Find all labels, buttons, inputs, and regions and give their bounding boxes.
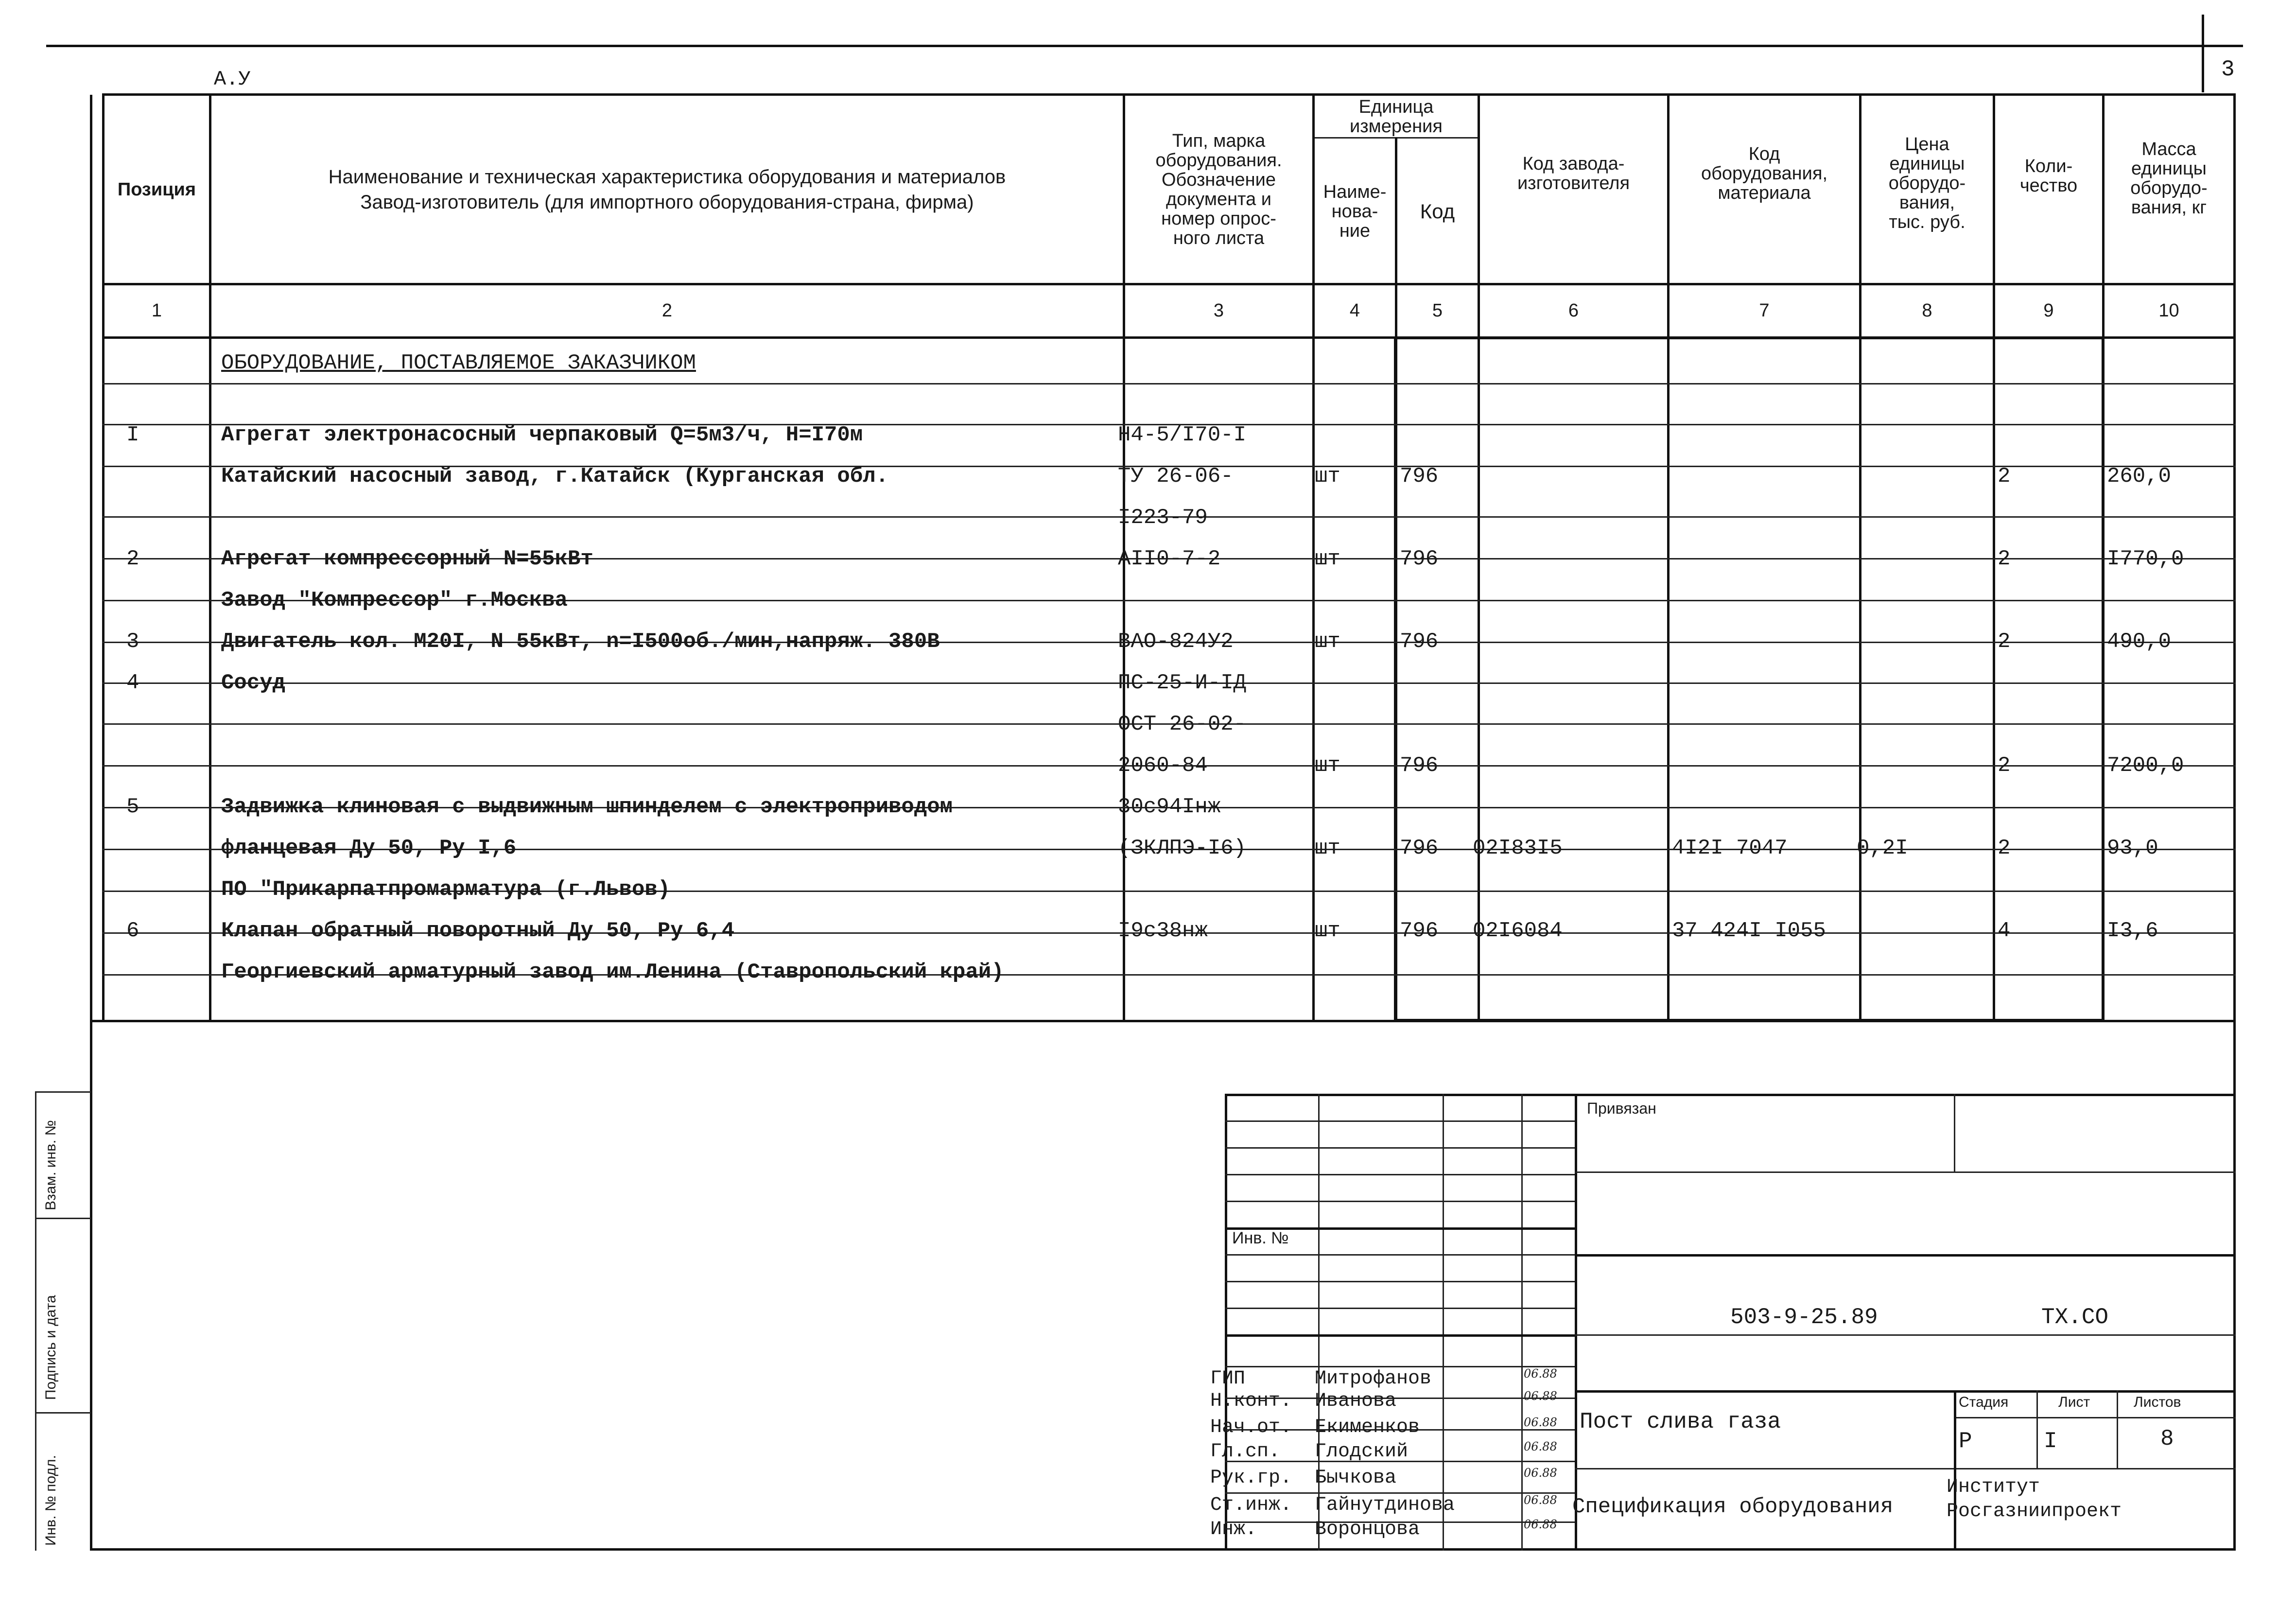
stage-value: Р — [1959, 1429, 1972, 1454]
cell-name: Клапан обратный поворотный Ду 50, Ру 6,4 — [221, 919, 735, 943]
signer-role: Ст.инж. — [1210, 1494, 1292, 1516]
tb-v5 — [1954, 1390, 1956, 1551]
hdr-price: Цена единицы оборудо- вания, тыс. руб. — [1888, 134, 1966, 232]
signer-name: Иванова — [1315, 1390, 1397, 1412]
tb-top — [1225, 1094, 2236, 1096]
cell-mass: 7200,0 — [2107, 753, 2184, 778]
cell-mass: 490,0 — [2107, 629, 2172, 654]
hdr-name: Наименование и техническая характеристика оборудования и материалов Завод-изготовитель (для импортного оборудования-страна, фирма) — [328, 166, 1006, 213]
cell-name: Агрегат компрессорный N=55кВт — [221, 547, 593, 571]
colnum-3: 3 — [1213, 300, 1224, 321]
tb-attached-split — [1954, 1094, 1955, 1171]
tb-r — [1225, 1281, 1575, 1282]
cell-qty: 4 — [1998, 919, 2011, 943]
colnum-8: 8 — [1922, 300, 1932, 321]
table-bottom — [90, 1020, 2236, 1022]
cell-name: ПО "Прикарпатпромарматура (г.Львов) — [221, 877, 671, 902]
signer-name: Глодский — [1315, 1441, 1409, 1463]
signer-date: 06.88 — [1524, 1440, 1557, 1453]
hdr-equip-code: Код оборудования, материала — [1701, 144, 1828, 203]
tb-v3 — [1521, 1094, 1523, 1551]
signer-date: 06.88 — [1524, 1389, 1557, 1403]
signer-name: Воронцова — [1315, 1519, 1420, 1540]
cell-unit: шт — [1315, 836, 1340, 860]
bottom-frame-line — [90, 1548, 2236, 1551]
cell-name: Агрегат электронасосный черпаковый Q=5м3/ч, Н=I70м — [221, 423, 863, 447]
cell-type: ПС-25-И-IД — [1118, 671, 1247, 695]
cell-type: I223-79 — [1118, 506, 1208, 530]
cell-pos: I — [126, 423, 139, 447]
tb-r — [1225, 1174, 1575, 1175]
signer-name: Митрофанов — [1315, 1368, 1432, 1390]
tb-r7 — [1954, 1468, 2236, 1469]
cell-unit: шт — [1315, 919, 1340, 943]
sheet-label: Лист — [2058, 1394, 2090, 1410]
signer-date: 06.88 — [1524, 1518, 1557, 1531]
hdr-unit-code: Код — [1420, 199, 1455, 223]
cell-price: 0,2I — [1857, 836, 1908, 860]
cell-type: (ЗКЛПЭ-I6) — [1118, 836, 1247, 860]
left-frame-line — [90, 95, 92, 1551]
cell-name: Двигатель кол. М20I, N 55кВт, n=I500об./мин,напряж. 380В — [221, 629, 940, 654]
cell-unit: шт — [1315, 753, 1340, 778]
cell-code: 796 — [1400, 836, 1439, 860]
tb-v7 — [2117, 1390, 2118, 1468]
tb-r — [1225, 1201, 1575, 1202]
hdr-plant-code: Код завода- изготовителя — [1517, 154, 1630, 193]
cell-mass: I770,0 — [2107, 547, 2184, 571]
object-name: Пост слива газа — [1580, 1409, 1781, 1434]
hdr-qty: Коли- чество — [2019, 156, 2078, 196]
cell-type: ВАО-824У2 — [1118, 629, 1234, 654]
cell-qty: 2 — [1998, 464, 2011, 489]
cell-name: фланцевая Ду 50, Ру I,6 — [221, 836, 517, 860]
tb-r — [1225, 1308, 1575, 1309]
signer-name: Екименков — [1315, 1416, 1420, 1438]
signer-date: 06.88 — [1524, 1466, 1557, 1480]
org-line1: Институт — [1947, 1476, 2040, 1498]
signer-name: Гайнутдинова — [1315, 1494, 1455, 1516]
cell-name: Сосуд — [221, 671, 286, 695]
side-stamp-line — [35, 1091, 36, 1551]
hdr-mass: Масса единицы оборудо- вания, кг — [2130, 139, 2208, 218]
cell-type: ТУ 26-06- — [1118, 464, 1234, 489]
cell-unit: шт — [1315, 547, 1340, 571]
tb-r4 — [1575, 1334, 2236, 1336]
tb-r — [1225, 1147, 1575, 1149]
cell-pos: 5 — [126, 795, 139, 819]
cell-type: Н4-5/I70-I — [1118, 423, 1247, 447]
page-number-divider — [2202, 15, 2204, 92]
page-number: 3 — [2221, 57, 2235, 82]
cell-unit: шт — [1315, 464, 1340, 489]
corner-label: А.У — [214, 68, 251, 91]
cell-pos: 3 — [126, 629, 139, 654]
doc-code: 503-9-25.89 — [1730, 1305, 1878, 1330]
signer-role: Рук.гр. — [1210, 1467, 1292, 1489]
signer-role: Н.конт. — [1210, 1390, 1292, 1412]
cell-pos: 2 — [126, 547, 139, 571]
colnum-9: 9 — [2043, 300, 2054, 321]
doc-suffix: ТХ.СО — [2041, 1305, 2109, 1330]
cell-type: I9с38нж — [1118, 919, 1208, 943]
side-label-replaced: Взам. инв. № — [43, 1120, 59, 1210]
sheets-value: 8 — [2160, 1426, 2174, 1451]
side-stamp-div2 — [35, 1412, 91, 1414]
cell-mass: 93,0 — [2107, 836, 2158, 860]
cell-name: Катайский насосный завод, г.Катайск (Курганская обл. — [221, 464, 889, 489]
attached-label: Привязан — [1587, 1100, 1656, 1117]
colnum-7: 7 — [1759, 300, 1770, 321]
cell-qty: 2 — [1998, 836, 2011, 860]
cell-qty: 2 — [1998, 753, 2011, 778]
cell-code: 796 — [1400, 629, 1439, 654]
cell-pos: 4 — [126, 671, 139, 695]
cell-qty: 2 — [1998, 629, 2011, 654]
cell-pos: 6 — [126, 919, 139, 943]
cell-code: 796 — [1400, 464, 1439, 489]
signer-date: 06.88 — [1524, 1493, 1557, 1507]
hdr-position: Позиция — [117, 179, 196, 200]
hdr-unit-name: Наиме- нова- ние — [1323, 181, 1387, 241]
tb-v6 — [2036, 1390, 2038, 1468]
row-rule — [102, 383, 2236, 385]
cell-mass: 260,0 — [2107, 464, 2172, 489]
section-title: ОБОРУДОВАНИЕ, ПОСТАВЛЯЕМОЕ ЗАКАЗЧИКОМ — [221, 351, 696, 375]
cell-type: АII0-7-2 — [1118, 547, 1221, 571]
inv-label: Инв. № — [1232, 1229, 1289, 1247]
signer-role: Инж. — [1210, 1519, 1257, 1540]
hdr-type: Тип, марка оборудования. Обозначение документа и номер опрос- ного листа — [1155, 130, 1282, 248]
cell-type: 2060-84 — [1118, 753, 1208, 778]
side-stamp-div1 — [35, 1218, 91, 1219]
colnum-5: 5 — [1432, 300, 1443, 321]
top-rule — [46, 45, 2243, 47]
cell-code: 796 — [1400, 753, 1439, 778]
hdr-unit-group: Единица измерения — [1350, 96, 1443, 137]
cell-equip: 37 424I I055 — [1672, 919, 1826, 943]
tb-r3 — [1575, 1254, 2236, 1257]
signer-name: Бычкова — [1315, 1467, 1397, 1489]
cell-unit: шт — [1315, 629, 1340, 654]
tb-r — [1225, 1334, 1575, 1337]
org-line2: Росгазниипроект — [1947, 1501, 2122, 1522]
cell-mass: I3,6 — [2107, 919, 2158, 943]
cell-code: 796 — [1400, 919, 1439, 943]
doc-title: Спецификация оборудования — [1572, 1495, 1894, 1519]
tb-v2 — [1443, 1094, 1444, 1551]
colnum-4: 4 — [1349, 300, 1360, 321]
side-label-inventory: Инв. № подл. — [43, 1455, 59, 1546]
cell-equip: 4I2I 7047 — [1672, 836, 1788, 860]
sheet-value: I — [2044, 1429, 2057, 1454]
side-stamp-top — [35, 1091, 91, 1093]
side-label-signature: Подпись и дата — [43, 1295, 59, 1400]
tb-v4 — [1575, 1094, 1577, 1551]
cell-name: Георгиевский арматурный завод им.Ленина (Ставропольский край) — [221, 960, 1004, 984]
tb-r5 — [1575, 1390, 2236, 1393]
colnum-2: 2 — [661, 300, 673, 321]
tb-r — [1225, 1120, 1575, 1122]
sheets-label: Листов — [2134, 1394, 2181, 1410]
tb-r — [1225, 1254, 1575, 1256]
cell-plant: 02I83I5 — [1473, 836, 1563, 860]
colnum-10: 10 — [2158, 300, 2179, 321]
right-frame-line — [2233, 95, 2236, 1551]
cell-type: ОСТ 26-02- — [1118, 712, 1247, 736]
signer-role: Гл.сп. — [1210, 1441, 1281, 1463]
signer-role: ГИП — [1210, 1368, 1246, 1390]
cell-code: 796 — [1400, 547, 1439, 571]
signer-date: 06.88 — [1524, 1367, 1557, 1381]
signer-date: 06.88 — [1524, 1416, 1557, 1429]
signer-role: Нач.от. — [1210, 1416, 1292, 1438]
cell-name: Завод "Компрессор" г.Москва — [221, 588, 568, 612]
tb-r8 — [1575, 1468, 1954, 1469]
cell-type: 30с94Iнж — [1118, 795, 1221, 819]
stage-label: Стадия — [1959, 1394, 2009, 1410]
cell-qty: 2 — [1998, 547, 2011, 571]
colnum-1: 1 — [151, 300, 162, 321]
cell-name: Задвижка клиновая с выдвижным шпинделем с электроприводом — [221, 795, 953, 819]
tb-r2 — [1575, 1171, 2236, 1173]
tb-r6 — [1954, 1417, 2236, 1418]
colnum-6: 6 — [1568, 300, 1579, 321]
cell-plant: 02I6084 — [1473, 919, 1563, 943]
